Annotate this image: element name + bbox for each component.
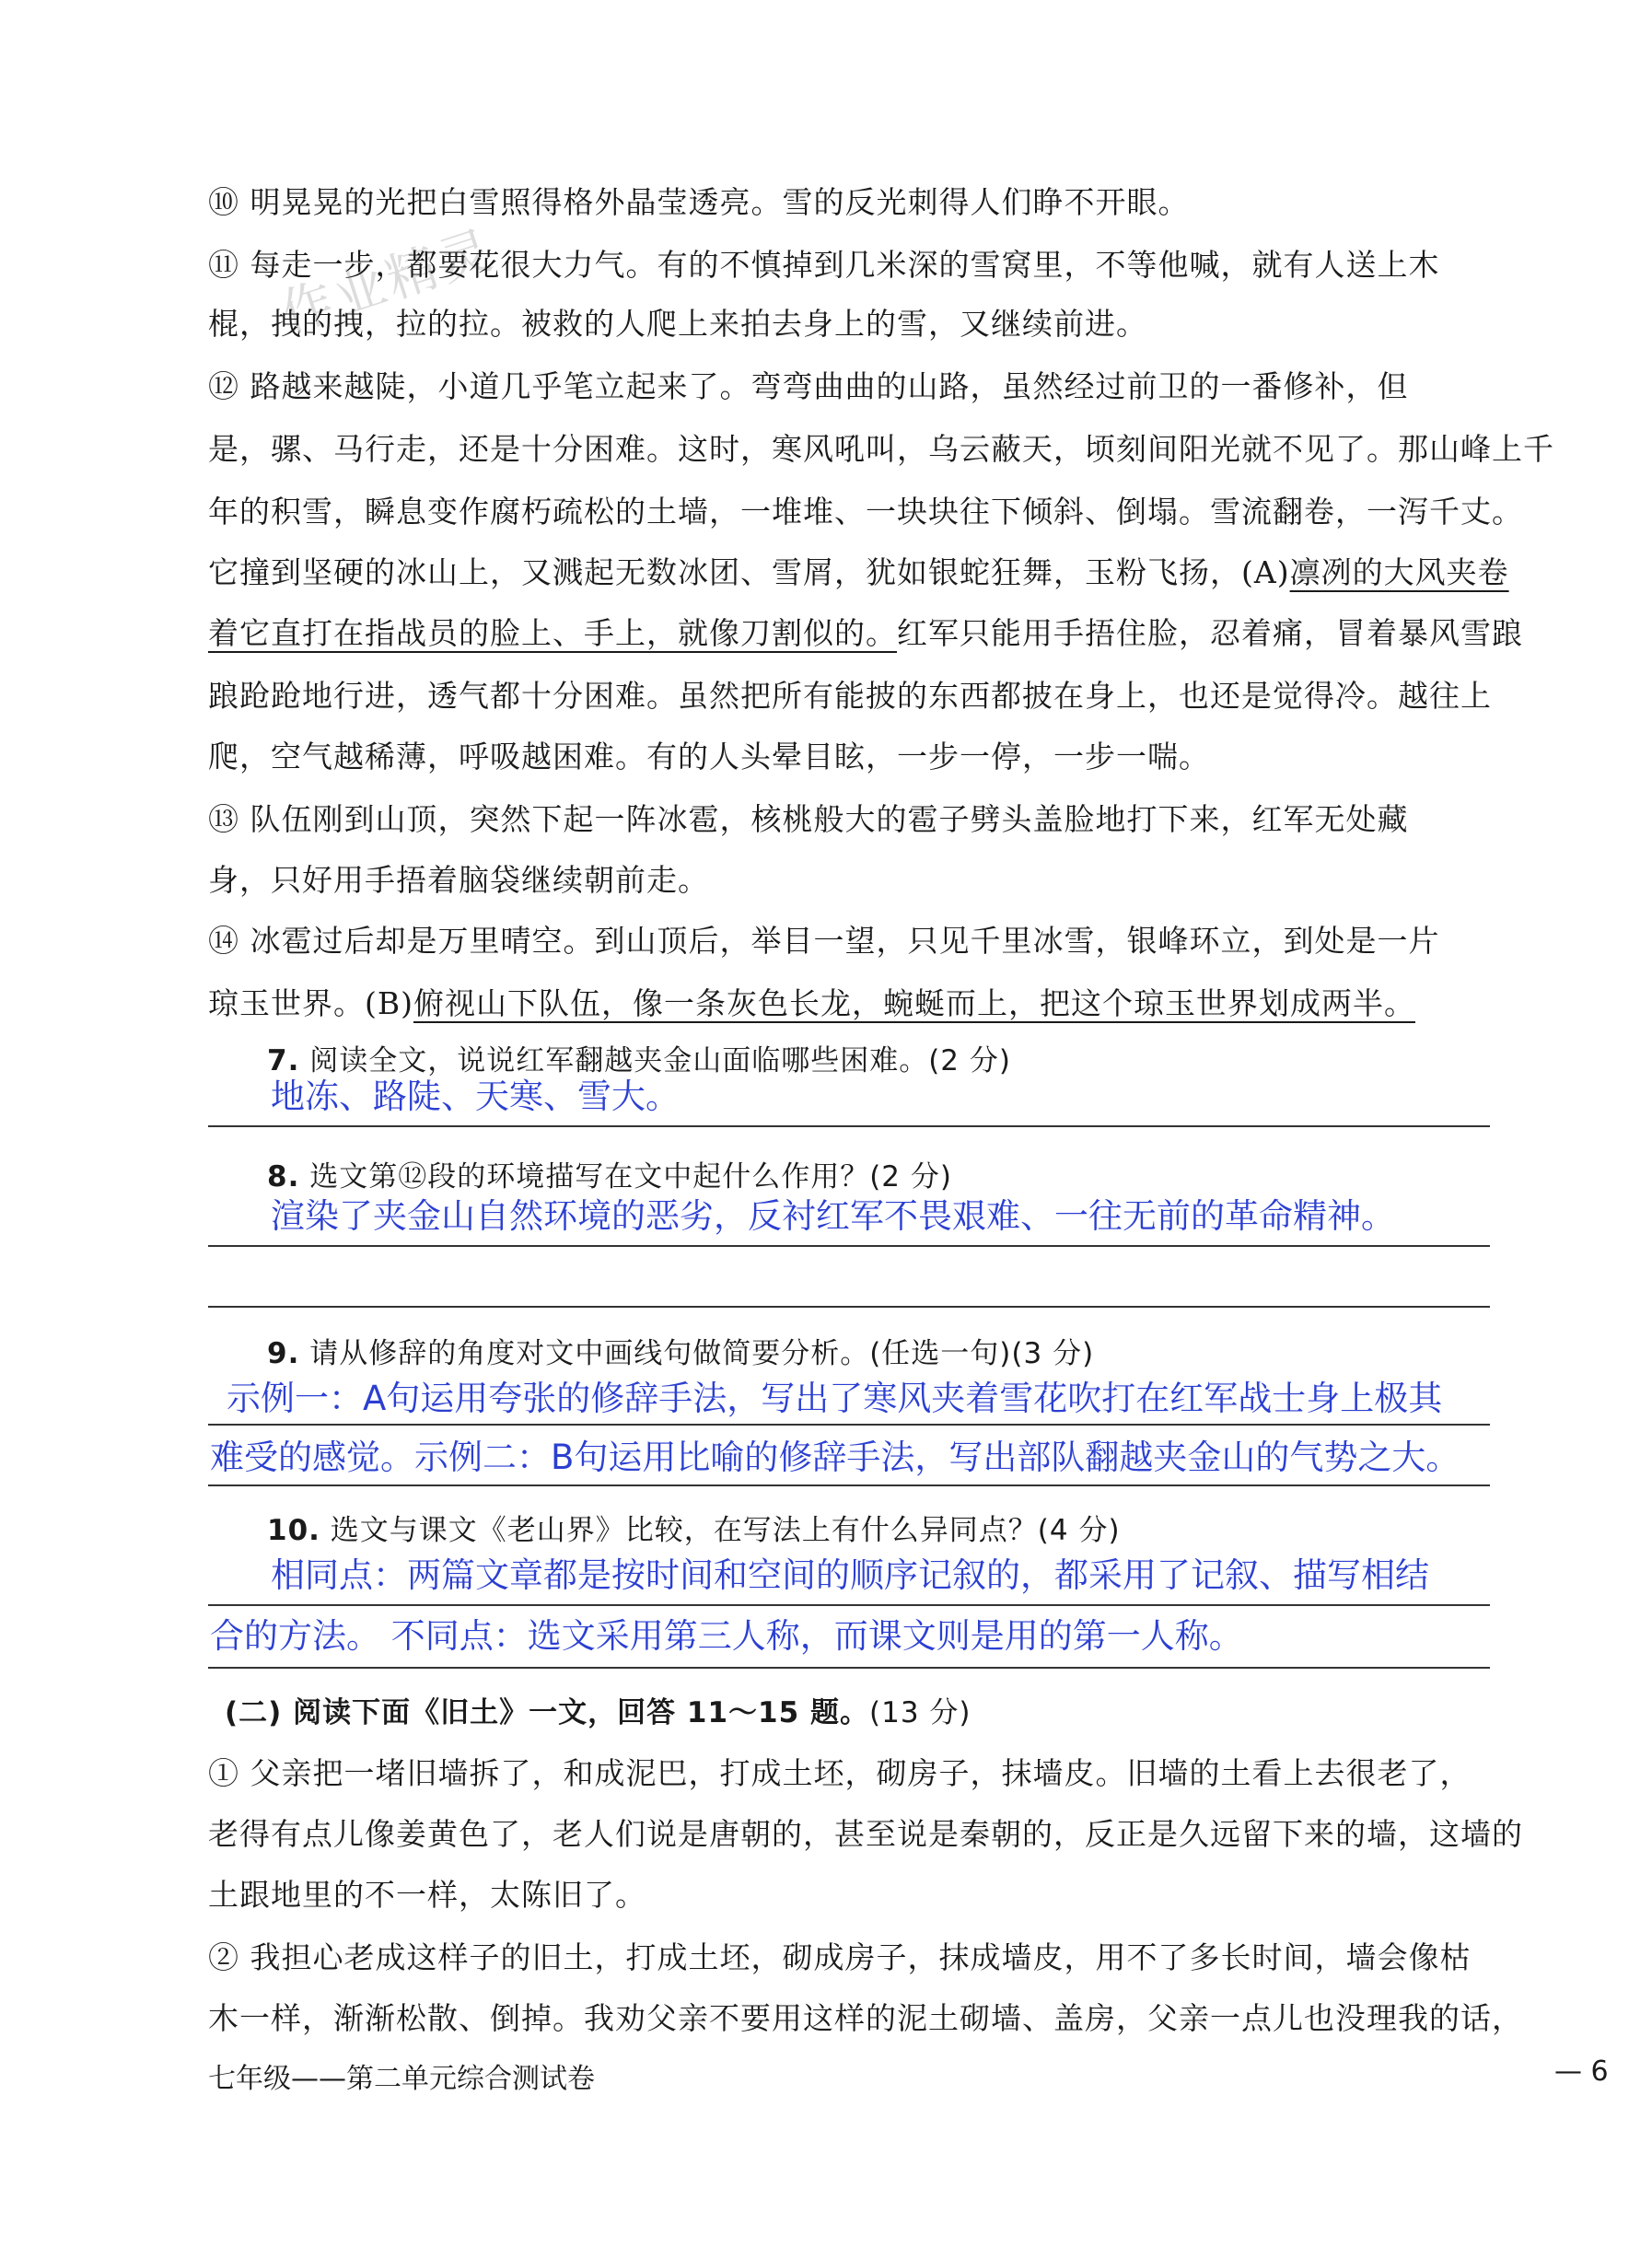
answer-9-line1: 示例一：A句运用夸张的修辞手法，写出了寒风夹着雪花吹打在红军战士身上极其 bbox=[227, 1379, 1443, 1418]
answer-7: 地冻、路陡、天寒、雪大。 bbox=[271, 1077, 680, 1116]
answer-line bbox=[208, 1245, 1490, 1247]
passage-para-13-line1: ⑬ 队伍刚到山顶，突然下起一阵冰雹，核桃般大的雹子劈头盖脸地打下来，红军无处藏 bbox=[208, 801, 1409, 837]
question-text: 选文与课文《老山界》比较，在写法上有什么异同点？(4 分) bbox=[330, 1514, 1121, 1547]
section-points: (13 分) bbox=[869, 1696, 971, 1729]
section-heading-text: (二) 阅读下面《旧土》一文，回答 11～15 题。 bbox=[225, 1696, 869, 1729]
question-9 bbox=[267, 1333, 1547, 1374]
question-text: 阅读全文，说说红军翻越夹金山面临哪些困难。(2 分) bbox=[309, 1044, 1011, 1077]
answer-line bbox=[208, 1424, 1490, 1426]
passage-para-12-line7: 爬，空气越稀薄，呼吸越困难。有的人头晕目眩，一步一停，一步一喘。 bbox=[208, 739, 1210, 774]
passage2-para-1-line3: 土跟地里的不一样，太陈旧了。 bbox=[208, 1877, 646, 1913]
passage-para-11-line2: 棍，拽的拽，拉的拉。被救的人爬上来拍去身上的雪，又继续前进。 bbox=[208, 306, 1147, 342]
answer-8: 渲染了夹金山自然环境的恶劣，反衬红军不畏艰难、一往无前的革命精神。 bbox=[271, 1196, 1395, 1236]
answer-line bbox=[208, 1484, 1490, 1486]
passage2-para-1-line1: ① 父亲把一堵旧墙拆了，和成泥巴，打成土坯，砌房子，抹墙皮。旧墙的土看上去很老了， bbox=[208, 1755, 1472, 1791]
passage-para-12-line4 bbox=[208, 553, 1509, 593]
passage-text: 琼玉世界。(B) bbox=[208, 985, 413, 1021]
question-number: 10. bbox=[267, 1514, 320, 1547]
passage-text: 红军只能用手捂住脸，忍着痛，冒着暴风雪踉 bbox=[897, 615, 1523, 651]
passage-para-12-line5 bbox=[208, 613, 1523, 654]
passage-para-13-line2: 身，只好用手捂着脑袋继续朝前走。 bbox=[208, 862, 709, 898]
answer-9-line2: 难受的感觉。示例二：B句运用比喻的修辞手法，写出部队翻越夹金山的气势之大。 bbox=[210, 1438, 1460, 1477]
question-number: 8. bbox=[267, 1160, 300, 1193]
section-2-heading bbox=[225, 1693, 1505, 1733]
question-number: 7. bbox=[267, 1044, 300, 1077]
underlined-sentence-a: 凛冽的大风夹卷 bbox=[1289, 554, 1509, 590]
passage2-para-2-line1: ② 我担心老成这样子的旧土，打成土坯，砌成房子，抹成墙皮，用不了多长时间，墙会像枯 bbox=[208, 1939, 1472, 1975]
answer-line bbox=[208, 1604, 1490, 1606]
passage2-para-1-line2: 老得有点儿像姜黄色了，老人们说是唐朝的，甚至说是秦朝的，反正是久远留下来的墙，这墙的 bbox=[208, 1816, 1523, 1852]
passage-para-11-line1: ⑪ 每走一步，都要花很大力气。有的不慎掉到几米深的雪窝里，不等他喊，就有人送上木 bbox=[208, 247, 1440, 283]
question-number: 9. bbox=[267, 1337, 300, 1370]
passage-para-14-line2 bbox=[208, 984, 1488, 1024]
question-text: 请从修辞的角度对文中画线句做简要分析。(任选一句)(3 分) bbox=[309, 1337, 1095, 1370]
answer-10-line2: 合的方法。 不同点：选文采用第三人称，而课文则是用的第一人称。 bbox=[210, 1616, 1243, 1656]
question-8 bbox=[267, 1157, 1547, 1197]
answer-10-line1: 相同点：两篇文章都是按时间和空间的顺序记叙的，都采用了记叙、描写相结 bbox=[271, 1555, 1429, 1595]
question-10 bbox=[267, 1510, 1547, 1551]
passage-para-12-line3: 年的积雪，瞬息变作腐朽疏松的土墙，一堆堆、一块块往下倾斜、倒塌。雪流翻卷，一泻千丈。 bbox=[208, 494, 1523, 530]
answer-line bbox=[208, 1667, 1490, 1669]
footer-title: 七年级——第二单元综合测试卷 bbox=[208, 2063, 595, 2095]
answer-line bbox=[208, 1125, 1490, 1127]
question-text: 选文第⑫段的环境描写在文中起什么作用？(2 分) bbox=[309, 1160, 952, 1193]
underlined-sentence-b: 俯视山下队伍，像一条灰色长龙，蜿蜒而上，把这个琼玉世界划成两半。 bbox=[413, 985, 1415, 1021]
page-number: — 6 bbox=[1554, 2055, 1609, 2088]
answer-line bbox=[208, 1306, 1490, 1308]
watermark: 作业精灵 bbox=[273, 219, 503, 345]
passage2-para-2-line2: 木一样，渐渐松散、倒掉。我劝父亲不要用这样的泥土砌墙、盖房，父亲一点儿也没理我的话， bbox=[208, 2000, 1523, 2036]
passage-text: 它撞到坚硬的冰山上，又溅起无数冰团、雪屑，犹如银蛇狂舞，玉粉飞扬，(A) bbox=[208, 554, 1290, 590]
passage-para-10: ⑩ 明晃晃的光把白雪照得格外晶莹透亮。雪的反光刺得人们睁不开眼。 bbox=[208, 184, 1190, 220]
passage-para-14-line1: ⑭ 冰雹过后却是万里晴空。到山顶后，举目一望，只见千里冰雪，银峰环立，到处是一片 bbox=[208, 923, 1440, 959]
passage-para-12-line6: 踉跄跄地行进，透气都十分困难。虽然把所有能披的东西都披在身上，也还是觉得冷。越往上 bbox=[208, 678, 1492, 714]
underlined-sentence-a-cont: 着它直打在指战员的脸上、手上，就像刀割似的。 bbox=[208, 615, 897, 651]
passage-para-12-line2: 是，骡、马行走，还是十分困难。这时，寒风吼叫，乌云蔽天，顷刻间阳光就不见了。那山峰上千 bbox=[208, 431, 1554, 467]
passage-para-12-line1: ⑫ 路越来越陡，小道几乎笔立起来了。弯弯曲曲的山路，虽然经过前卫的一番修补，但 bbox=[208, 368, 1409, 404]
